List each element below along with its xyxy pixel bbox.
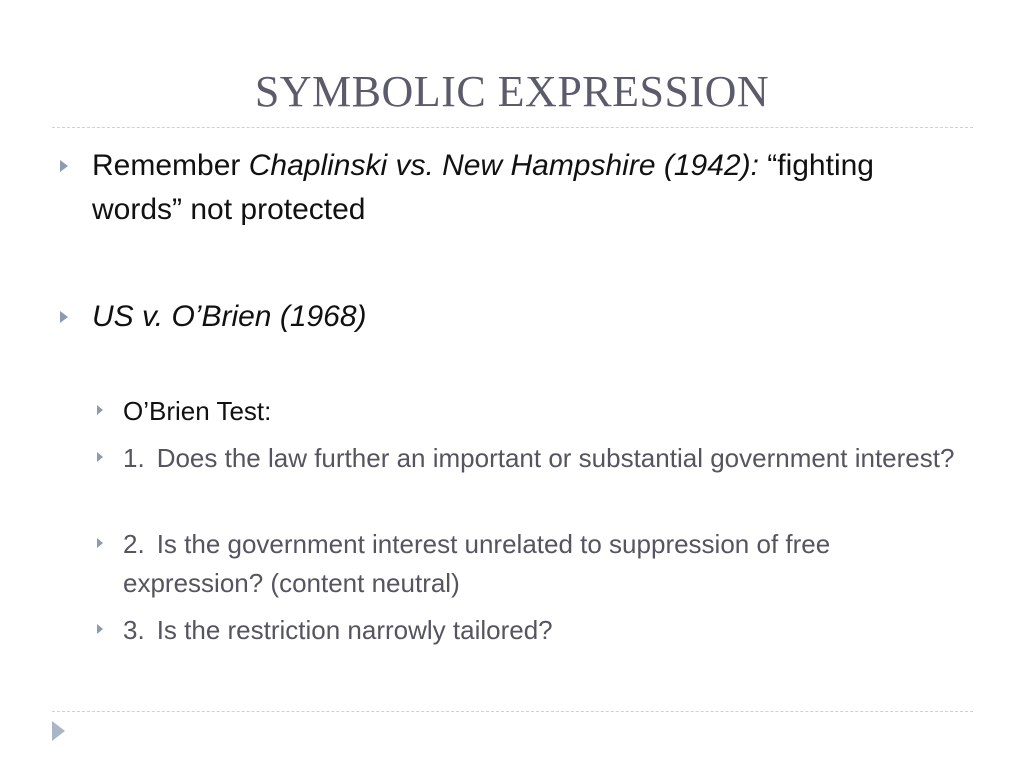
bullet-suffix: “fighting words” not protected [92, 149, 874, 226]
test-heading [123, 392, 973, 431]
bullet-obrien [92, 295, 972, 339]
bullet-chaplinski [92, 144, 972, 232]
bullet-prefix: Remember [92, 149, 249, 182]
test-heading-text: O’Brien Test: [123, 396, 272, 426]
slide-title: SYMBOLIC EXPRESSION [254, 67, 770, 116]
sub-bullet-arrow-icon [97, 624, 103, 634]
item-text: Does the law further an important or substantial government interest? [156, 443, 955, 473]
bullet-arrow-icon [60, 311, 68, 323]
bullet-arrow-icon [60, 160, 68, 172]
item-number: 2. [123, 529, 145, 559]
test-item-3 [123, 611, 973, 650]
footer-divider [52, 711, 973, 712]
next-slide-icon[interactable] [52, 721, 65, 741]
item-number: 3. [123, 615, 145, 645]
item-number: 1. [123, 443, 145, 473]
case-name: US v. O’Brien (1968) [92, 300, 367, 333]
sub-bullet-arrow-icon [97, 452, 103, 462]
sub-bullet-arrow-icon [97, 405, 103, 415]
test-item-1 [123, 439, 973, 478]
case-name: Chaplinski vs. New Hampshire (1942): [248, 149, 759, 182]
sub-bullet-arrow-icon [97, 538, 103, 548]
item-text: Is the government interest unrelated to suppression of free expression? (content neutral) [123, 529, 831, 598]
title-divider [52, 127, 973, 128]
item-text: Is the restriction narrowly tailored? [156, 615, 553, 645]
test-item-2 [123, 525, 973, 603]
